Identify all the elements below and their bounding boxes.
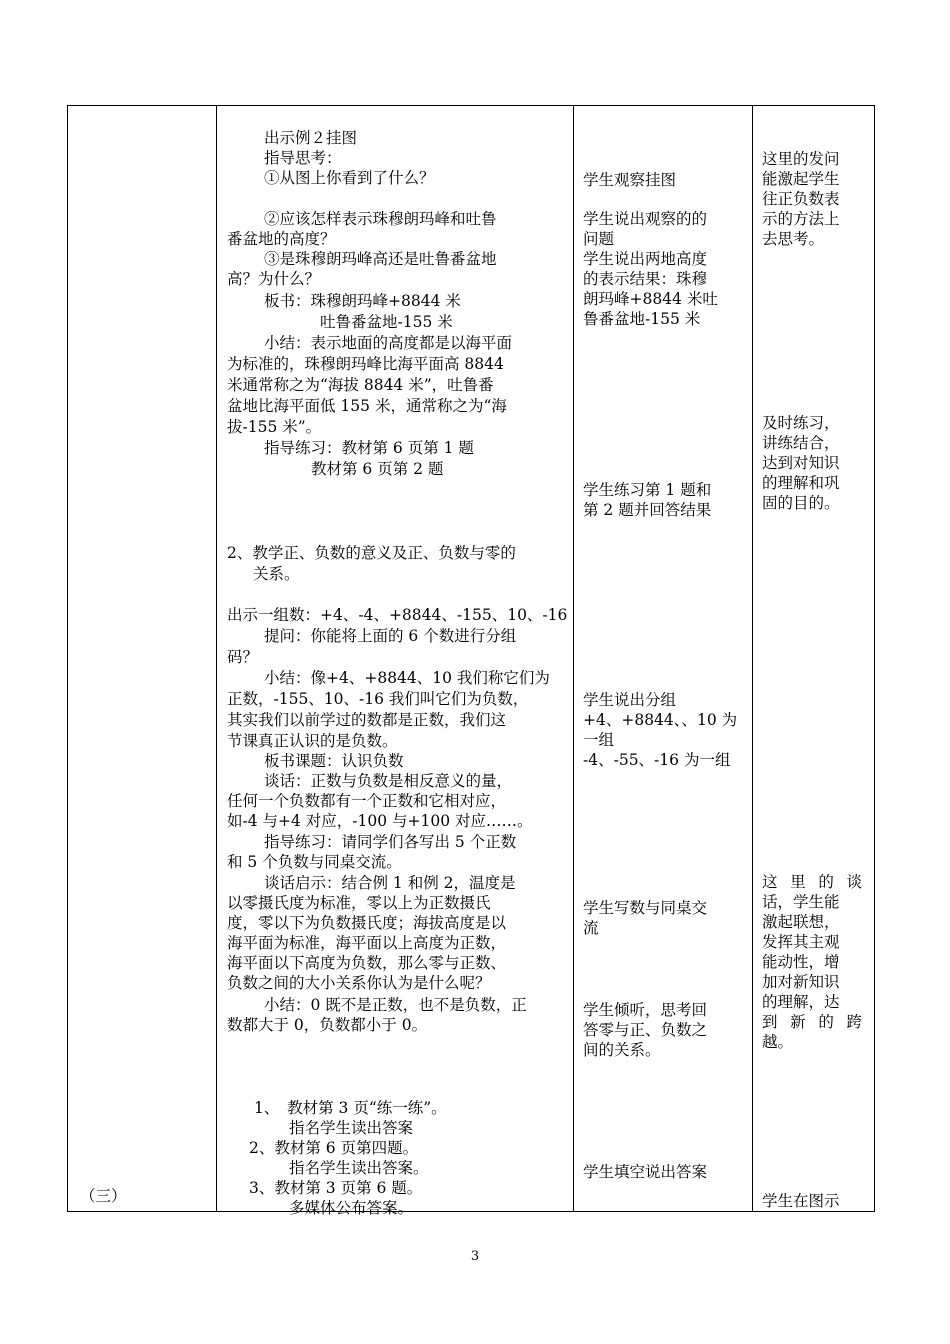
teacher-line: 指名学生读出答案。 <box>289 1159 429 1177</box>
student-line: 学生倾听，思考回 <box>583 1001 708 1019</box>
student-line: 问题 <box>583 230 615 248</box>
teacher-line: 盆地比海平面低 155 米，通常称之为“海 <box>227 397 507 415</box>
lesson-plan-table <box>67 105 875 1217</box>
student-line: 朗玛峰+8844 米吐 <box>583 290 718 308</box>
design-line: 及时练习， <box>762 414 840 432</box>
teacher-line: 指导思考： <box>264 149 342 167</box>
teacher-line: 高？为什么？ <box>227 270 321 288</box>
teacher-line: 指导练习：教材第 6 页第 1 题 <box>264 439 474 457</box>
design-line: 讲练结合， <box>762 434 840 452</box>
teacher-line: 海平面为标准，海平面以上高度为正数， <box>227 934 507 952</box>
teacher-line: 吐鲁番盆地-155 米 <box>320 313 453 331</box>
design-line: 激起联想， <box>762 913 840 931</box>
student-line: 学生说出观察的的 <box>583 210 708 228</box>
teacher-line: 小结：像+4、+8844、10 我们称它们为 <box>264 669 550 687</box>
design-line: 能动性，增 <box>762 953 840 971</box>
teacher-line: 米通常称之为“海拔 8844 米”，吐鲁番 <box>227 376 494 394</box>
student-line: 学生写数与同桌交 <box>583 899 708 917</box>
design-line: 能激起学生 <box>762 170 840 188</box>
design-line: 学生在图示 <box>762 1192 840 1210</box>
design-line: 示的方法上 <box>762 210 840 228</box>
teacher-line: 2、教材第 6 页第四题。 <box>249 1139 419 1157</box>
student-line: +4、+8844、、10 为 <box>583 711 738 729</box>
design-line: 越。 <box>762 1033 794 1051</box>
teacher-line: ①从图上你看到了什么？ <box>264 169 435 187</box>
design-line: 固的目的。 <box>762 494 840 512</box>
student-line: 学生说出两地高度 <box>583 250 708 268</box>
design-line: 的理解，达 <box>762 993 840 1011</box>
design-line: 往正负数表 <box>762 190 840 208</box>
design-line: 去思考。 <box>762 230 825 248</box>
teacher-line: ②应该怎样表示珠穆朗玛峰和吐鲁 <box>264 210 497 228</box>
table-row <box>68 106 875 1212</box>
teacher-line: 谈话启示：结合例 1 和例 2，温度是 <box>264 874 516 892</box>
page-number: 3 <box>470 1249 480 1264</box>
teacher-line: 提问：你能将上面的 6 个数进行分组 <box>264 627 517 645</box>
student-line: 第 2 题并回答结果 <box>583 501 712 519</box>
student-line: 鲁番盆地-155 米 <box>583 310 701 328</box>
design-line: 达到对知识 <box>762 454 840 472</box>
teacher-line: 正数，-155、10、-16 我们叫它们为负数， <box>227 690 529 708</box>
teacher-line: 出示一组数：+4、-4、+8844、-155、10、-16 <box>227 606 568 624</box>
student-line: 一组 <box>583 731 615 749</box>
teacher-line: ③是珠穆朗玛峰高还是吐鲁番盆地 <box>264 250 497 268</box>
student-line: 流 <box>583 919 599 937</box>
teacher-line: 2、教学正、负数的意义及正、负数与零的 <box>227 544 516 562</box>
design-line: 发挥其主观 <box>762 933 840 951</box>
student-line: 答零与正、负数之 <box>583 1021 708 1039</box>
teacher-line: 多媒体公布答案。 <box>289 1199 414 1217</box>
teacher-line: 任何一个负数都有一个正数和它相对应， <box>227 792 507 810</box>
student-line: 学生练习第 1 题和 <box>583 481 712 499</box>
design-line: 这里的发问 <box>762 150 840 168</box>
student-activity-cell <box>574 106 753 1212</box>
teacher-line: 如-4 与+4 对应，-100 与+100 对应……。 <box>227 812 533 830</box>
student-line: 学生观察挂图 <box>583 171 677 189</box>
teacher-line: 为标准的，珠穆朗玛峰比海平面高 8844 <box>227 355 504 373</box>
teacher-line: 以零摄氏度为标准，零以上为正数摄氏 <box>227 894 491 912</box>
teacher-line: 和 5 个负数与同桌交流。 <box>227 853 402 871</box>
student-line: 的表示结果：珠穆 <box>583 270 708 288</box>
teacher-line: 指导练习：请同学们各写出 5 个正数 <box>264 833 517 851</box>
teacher-line: 出示例２挂图 <box>264 129 358 147</box>
teacher-activity-cell <box>217 106 574 1217</box>
design-line: 加对新知识 <box>762 973 840 991</box>
teacher-line: 小结：表示地面的高度都是以海平面 <box>264 334 513 352</box>
teacher-line: 指名学生读出答案 <box>289 1119 414 1137</box>
teacher-line: 教材第 6 页第 2 题 <box>311 460 444 478</box>
teacher-line: 度，零以下为负数摄氏度；海拔高度是以 <box>227 914 507 932</box>
teacher-line: 负数之间的大小关系你认为是什么呢？ <box>227 974 491 992</box>
student-line: 间的关系。 <box>583 1041 661 1059</box>
design-line: 话，学生能 <box>762 893 840 911</box>
teacher-line: 关系。 <box>253 565 300 583</box>
teacher-line: 数都大于 0，负数都小于 0。 <box>227 1016 428 1034</box>
section-label: （三） <box>80 1187 127 1205</box>
design-line: 的理解和巩 <box>762 474 840 492</box>
student-line: -4、-55、-16 为一组 <box>583 751 731 769</box>
teacher-line: 码？ <box>227 648 259 666</box>
design-line: 这里的谈 <box>762 873 862 891</box>
teacher-line: 小结：0 既不是正数，也不是负数，正 <box>264 996 527 1014</box>
teacher-line: 番盆地的高度？ <box>227 230 336 248</box>
teacher-line: 板书课题：认识负数 <box>264 752 404 770</box>
student-line: 学生说出分组 <box>583 691 677 709</box>
design-line: 到新的跨 <box>762 1013 862 1031</box>
teacher-line: 其实我们以前学过的数都是正数，我们这 <box>227 711 507 729</box>
teacher-line: 拔-155 米”。 <box>227 418 322 436</box>
teacher-line: 板书：珠穆朗玛峰+8844 米 <box>264 292 461 310</box>
teacher-line: 海平面以下高度为负数，那么零与正数、 <box>227 954 507 972</box>
teacher-line: 3、教材第 3 页第 6 题。 <box>249 1179 423 1197</box>
teacher-line: 1、 教材第 3 页“练一练”。 <box>254 1099 447 1117</box>
stage-cell <box>68 106 217 1212</box>
design-intent-cell <box>753 106 875 1212</box>
student-line: 学生填空说出答案 <box>583 1163 708 1181</box>
teacher-line: 节课真正认识的是负数。 <box>227 732 398 750</box>
teacher-line: 谈话：正数与负数是相反意义的量， <box>264 772 513 790</box>
